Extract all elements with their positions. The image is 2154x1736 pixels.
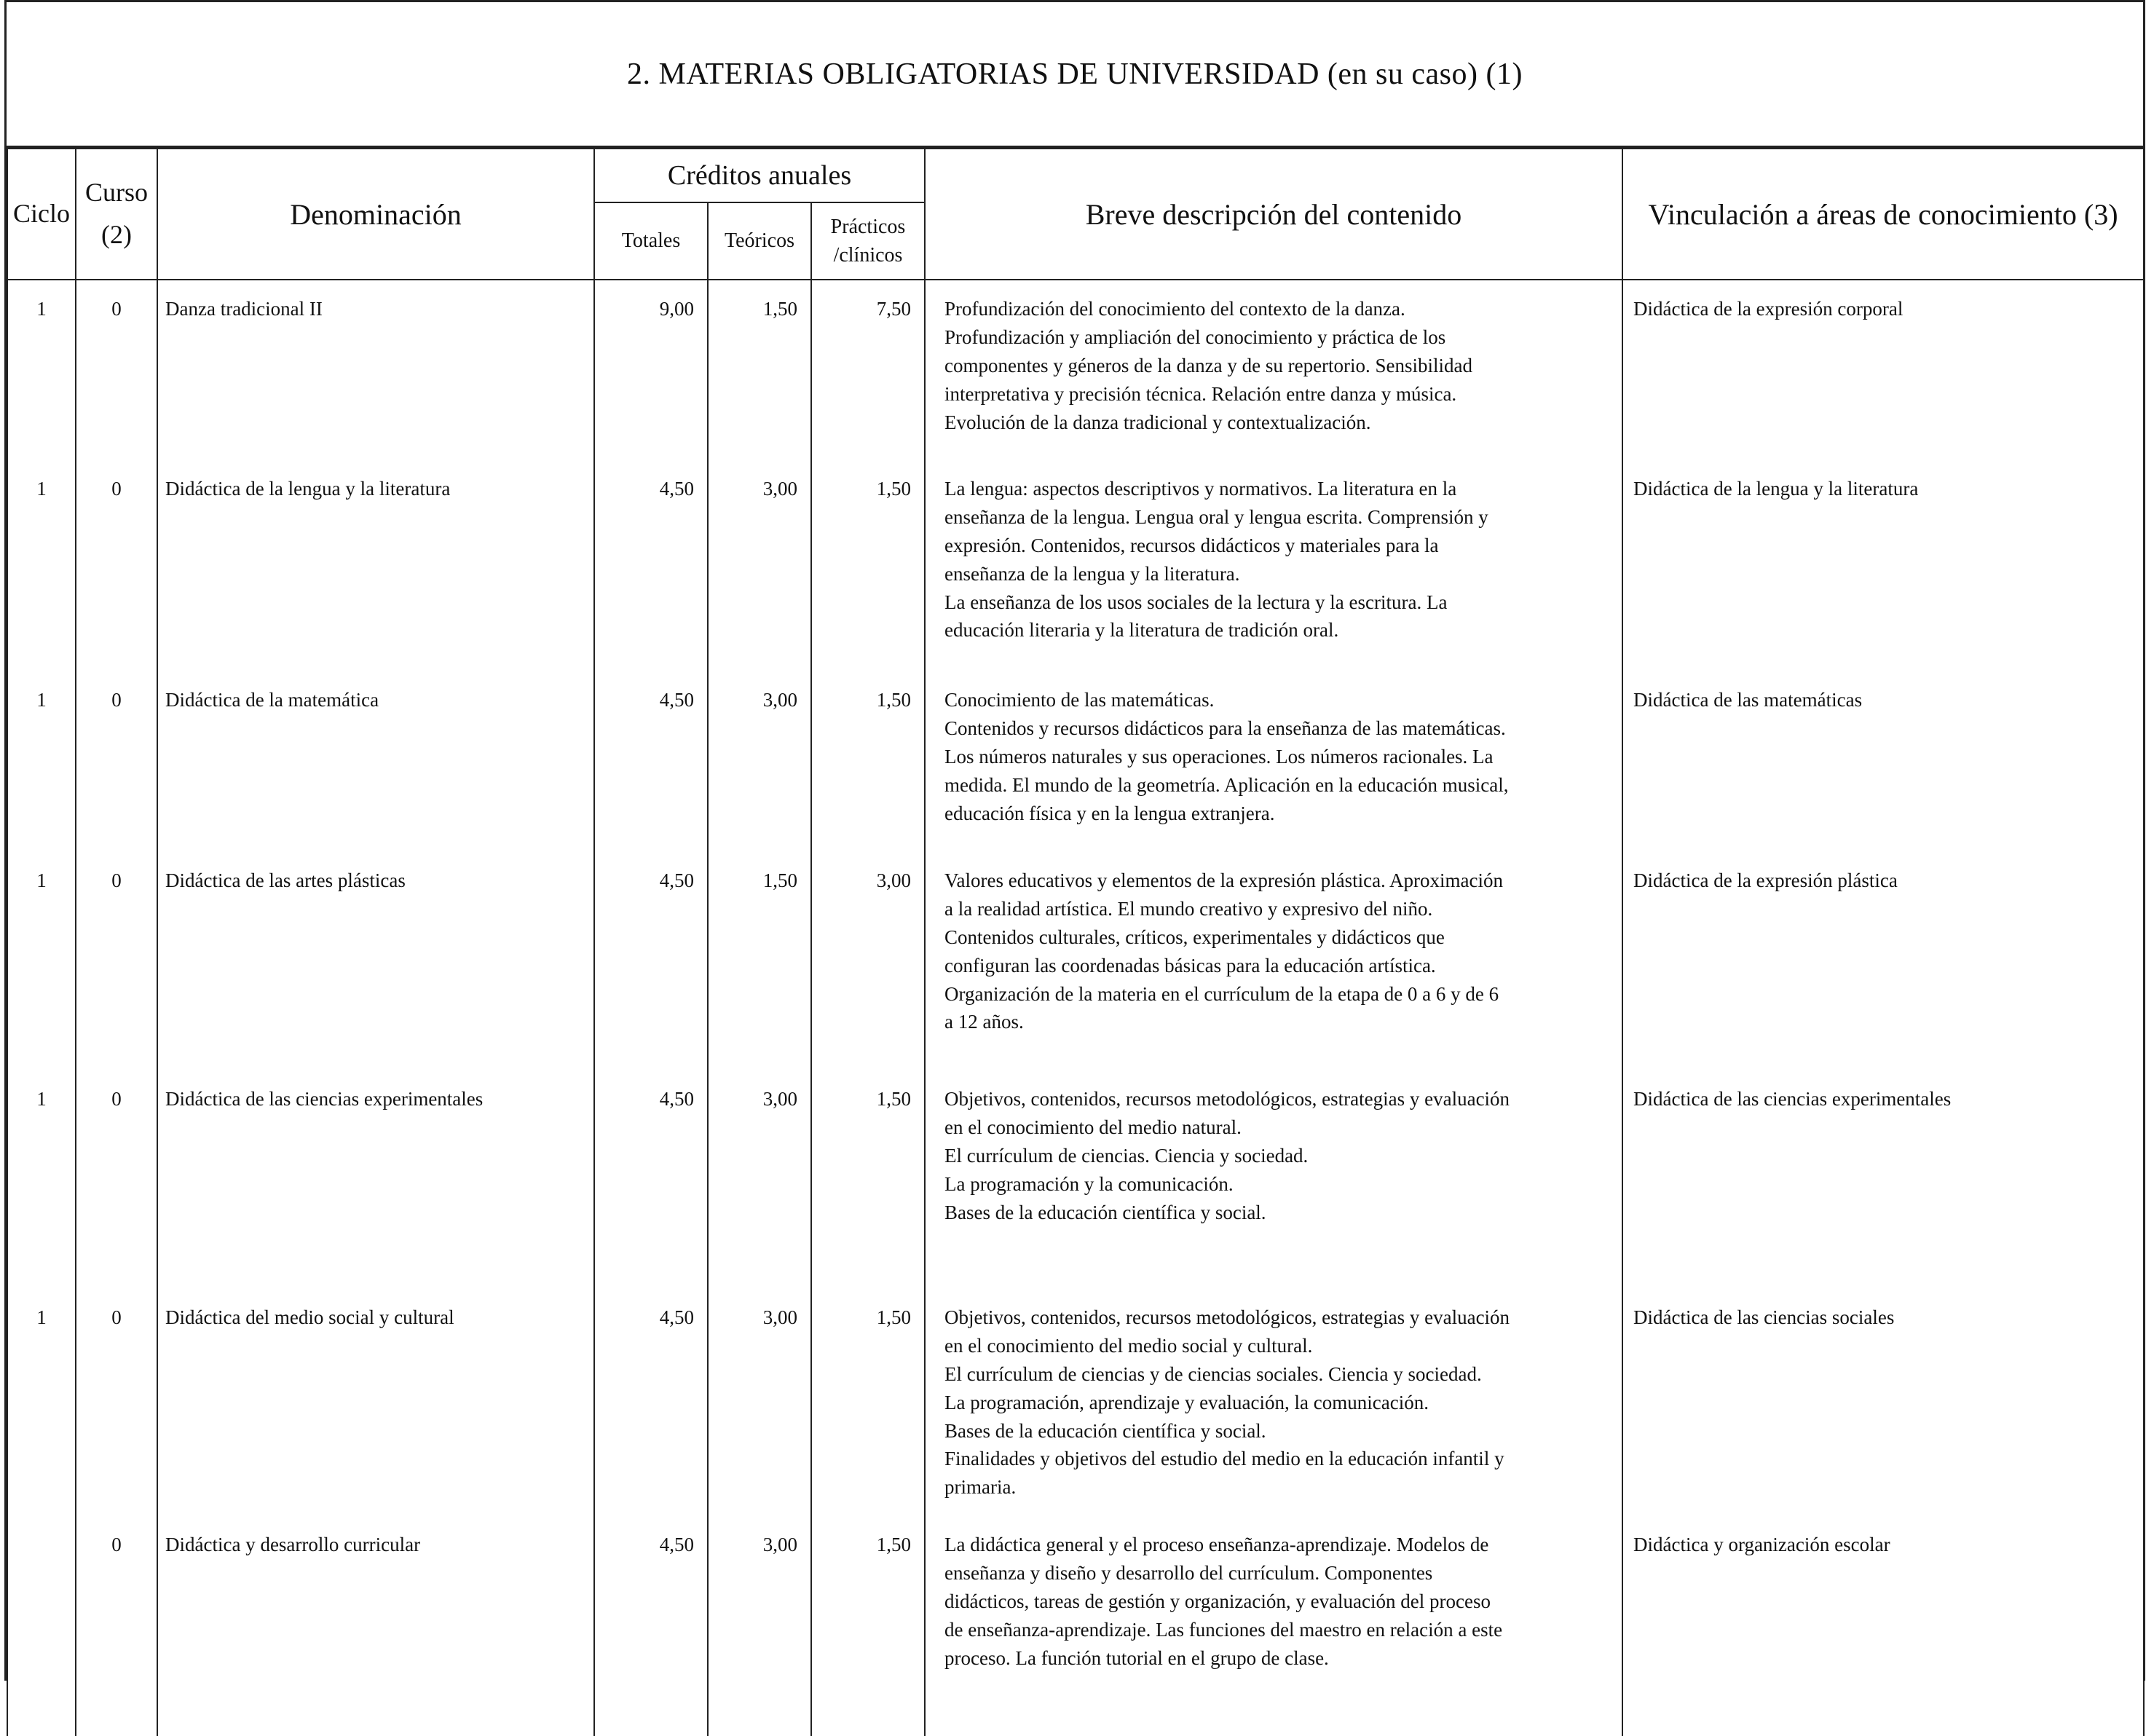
- cell-teoricos: 3,00: [708, 1518, 811, 1736]
- descripcion-line: proceso. La función tutorial en el grupo de clase.: [944, 1646, 1329, 1669]
- cell-practicos: 1,50: [811, 1290, 925, 1518]
- cell-vinculacion: Didáctica de las ciencias sociales: [1622, 1290, 2144, 1518]
- cell-denominacion: Didáctica y desarrollo curricular: [157, 1518, 594, 1736]
- subjects-table: [7, 148, 2145, 1736]
- header-curso-note: (2): [101, 220, 132, 249]
- cell-ciclo: 1: [7, 280, 76, 462]
- descripcion-line: enseñanza de la lengua y la literatura.: [944, 562, 1240, 585]
- cell-practicos: 7,50: [811, 280, 925, 462]
- descripcion-line: en el conocimiento del medio natural.: [944, 1116, 1242, 1138]
- cell-descripcion: [925, 1290, 1622, 1518]
- cell-curso: 0: [76, 1290, 157, 1518]
- header-practicos-line2: /clínicos: [833, 244, 903, 267]
- table-row: [7, 1290, 2144, 1518]
- cell-ciclo: 1: [7, 673, 76, 853]
- descripcion-line: El currículum de ciencias y de ciencias sociales. Ciencia y sociedad.: [944, 1362, 1482, 1385]
- header-teoricos: Teóricos: [708, 202, 811, 280]
- cell-teoricos: 3,00: [708, 1072, 811, 1290]
- cell-curso: 0: [76, 853, 157, 1072]
- cell-ciclo: 1: [7, 462, 76, 673]
- cell-curso: 0: [76, 1072, 157, 1290]
- cell-descripcion: [925, 280, 1622, 462]
- cell-totales: 4,50: [594, 1072, 708, 1290]
- descripcion-line: medida. El mundo de la geometría. Aplicación en la educación musical,: [944, 773, 1509, 796]
- cell-denominacion: Didáctica de las artes plásticas: [157, 853, 594, 1072]
- cell-denominacion: Danza tradicional II: [157, 280, 594, 462]
- header-curso-label: Curso: [84, 178, 148, 208]
- cell-descripcion: [925, 853, 1622, 1072]
- header-practicos: [811, 202, 925, 280]
- cell-ciclo: 1: [7, 1072, 76, 1290]
- descripcion-line: educación literaria y la literatura de tradición oral.: [944, 619, 1339, 642]
- descripcion-line: configuran las coordenadas básicas para la educación artística.: [944, 954, 1436, 976]
- descripcion-line: a 12 años.: [944, 1011, 1024, 1033]
- descripcion-line: interpretativa y precisión técnica. Relación entre danza y música.: [944, 382, 1457, 405]
- cell-teoricos: 3,00: [708, 462, 811, 673]
- descripcion-line: Contenidos y recursos didácticos para la enseñanza de las matemáticas.: [944, 717, 1506, 739]
- cell-vinculacion: Didáctica de la lengua y la literatura: [1622, 462, 2144, 673]
- page-title: 2. MATERIAS OBLIGATORIAS DE UNIVERSIDAD (en su caso) (1): [7, 2, 2143, 148]
- descripcion-line: Conocimiento de las matemáticas.: [944, 689, 1215, 711]
- table-header: [7, 149, 2144, 280]
- descripcion-line: Profundización y ampliación del conocimiento y práctica de los: [944, 326, 1446, 348]
- descripcion-line: a la realidad artística. El mundo creativo y expresivo del niño.: [944, 897, 1433, 920]
- cell-denominacion: Didáctica de las ciencias experimentales: [157, 1072, 594, 1290]
- table-row: [7, 280, 2144, 462]
- cell-descripcion: [925, 673, 1622, 853]
- cell-totales: 4,50: [594, 462, 708, 673]
- cell-curso: 0: [76, 673, 157, 853]
- cell-practicos: 1,50: [811, 1518, 925, 1736]
- descripcion-line: La programación, aprendizaje y evaluación, la comunicación.: [944, 1391, 1429, 1413]
- header-descripcion: Breve descripción del contenido: [925, 149, 1622, 280]
- header-practicos-line1: Prácticos: [830, 215, 906, 238]
- cell-descripcion: [925, 462, 1622, 673]
- descripcion-line: Objetivos, contenidos, recursos metodológicos, estrategias y evaluación: [944, 1306, 1510, 1328]
- header-ciclo: Ciclo: [7, 149, 76, 280]
- cell-vinculacion: Didáctica de la expresión plástica: [1622, 853, 2144, 1072]
- descripcion-line: La lengua: aspectos descriptivos y normativos. La literatura en la: [944, 478, 1457, 500]
- descripcion-line: en el conocimiento del medio social y cultural.: [944, 1334, 1313, 1357]
- cell-vinculacion: Didáctica de las ciencias experimentales: [1622, 1072, 2144, 1290]
- header-vinculacion: Vinculación a áreas de conocimiento (3): [1622, 149, 2144, 280]
- descripcion-line: Objetivos, contenidos, recursos metodológicos, estrategias y evaluación: [944, 1088, 1510, 1110]
- cell-curso: 0: [76, 462, 157, 673]
- cell-teoricos: 1,50: [708, 853, 811, 1072]
- cell-descripcion: [925, 1072, 1622, 1290]
- cell-practicos: 1,50: [811, 1072, 925, 1290]
- cell-ciclo: 1: [7, 1290, 76, 1518]
- descripcion-line: Valores educativos y elementos de la expresión plástica. Aproximación: [944, 869, 1504, 891]
- descripcion-line: Evolución de la danza tradicional y contextualización.: [944, 411, 1371, 433]
- cell-practicos: 1,50: [811, 673, 925, 853]
- cell-practicos: 3,00: [811, 853, 925, 1072]
- cell-totales: 9,00: [594, 280, 708, 462]
- descripcion-line: enseñanza de la lengua. Lengua oral y lengua escrita. Comprensión y: [944, 505, 1488, 528]
- cell-denominacion: Didáctica de la matemática: [157, 673, 594, 853]
- header-denominacion: Denominación: [157, 149, 594, 280]
- descripcion-line: La programación y la comunicación.: [944, 1172, 1234, 1195]
- cell-totales: 4,50: [594, 673, 708, 853]
- descripcion-line: La didáctica general y el proceso enseñanza-aprendizaje. Modelos de: [944, 1534, 1489, 1555]
- cell-totales: 4,50: [594, 1290, 708, 1518]
- descripcion-line: didácticos, tareas de gestión y organización, y evaluación del proceso: [944, 1590, 1491, 1612]
- descripcion-line: El currículum de ciencias. Ciencia y sociedad.: [944, 1144, 1309, 1167]
- table-row: [7, 1518, 2144, 1736]
- descripcion-line: de enseñanza-aprendizaje. Las funciones del maestro en relación a este: [944, 1618, 1503, 1641]
- cell-denominacion: Didáctica de la lengua y la literatura: [157, 462, 594, 673]
- header-creditos: Créditos anuales: [594, 149, 925, 202]
- cell-curso: 0: [76, 1518, 157, 1736]
- cell-totales: 4,50: [594, 1518, 708, 1736]
- descripcion-line: Organización de la materia en el currículum de la etapa de 0 a 6 y de 6: [944, 982, 1499, 1005]
- cell-vinculacion: Didáctica de la expresión corporal: [1622, 280, 2144, 462]
- descripcion-line: expresión. Contenidos, recursos didácticos y materiales para la: [944, 534, 1439, 556]
- cell-ciclo: 1: [7, 853, 76, 1072]
- cell-teoricos: 1,50: [708, 280, 811, 462]
- descripcion-line: La enseñanza de los usos sociales de la lectura y la escritura. La: [944, 591, 1448, 613]
- cell-vinculacion: Didáctica de las matemáticas: [1622, 673, 2144, 853]
- descripcion-line: educación física y en la lengua extranjera.: [944, 802, 1275, 824]
- descripcion-line: Contenidos culturales, críticos, experimentales y didácticos que: [944, 926, 1445, 948]
- cell-practicos: 1,50: [811, 462, 925, 673]
- header-totales: Totales: [594, 202, 708, 280]
- document-page: [4, 0, 2145, 1681]
- table-row: [7, 673, 2144, 853]
- cell-totales: 4,50: [594, 853, 708, 1072]
- descripcion-line: enseñanza y diseño y desarrollo del currículum. Componentes: [944, 1561, 1433, 1584]
- cell-teoricos: 3,00: [708, 673, 811, 853]
- descripcion-line: Bases de la educación científica y social.: [944, 1201, 1266, 1223]
- descripcion-line: Finalidades y objetivos del estudio del medio en la educación infantil y: [944, 1448, 1504, 1470]
- table-row: [7, 462, 2144, 673]
- table-body: [7, 280, 2144, 1736]
- descripcion-line: primaria.: [944, 1476, 1017, 1499]
- cell-denominacion: Didáctica del medio social y cultural: [157, 1290, 594, 1518]
- table-row: [7, 1072, 2144, 1290]
- descripcion-line: Profundización del conocimiento del contexto de la danza.: [944, 298, 1405, 320]
- cell-descripcion: [925, 1518, 1622, 1736]
- descripcion-line: Los números naturales y sus operaciones. Los números racionales. La: [944, 745, 1494, 768]
- cell-teoricos: 3,00: [708, 1290, 811, 1518]
- descripcion-line: componentes y géneros de la danza y de su repertorio. Sensibilidad: [944, 354, 1473, 376]
- table-row: [7, 853, 2144, 1072]
- cell-curso: 0: [76, 280, 157, 462]
- descripcion-line: Bases de la educación científica y social.: [944, 1419, 1266, 1442]
- cell-vinculacion: Didáctica y organización escolar: [1622, 1518, 2144, 1736]
- header-curso: [76, 149, 157, 280]
- cell-ciclo: [7, 1518, 76, 1736]
